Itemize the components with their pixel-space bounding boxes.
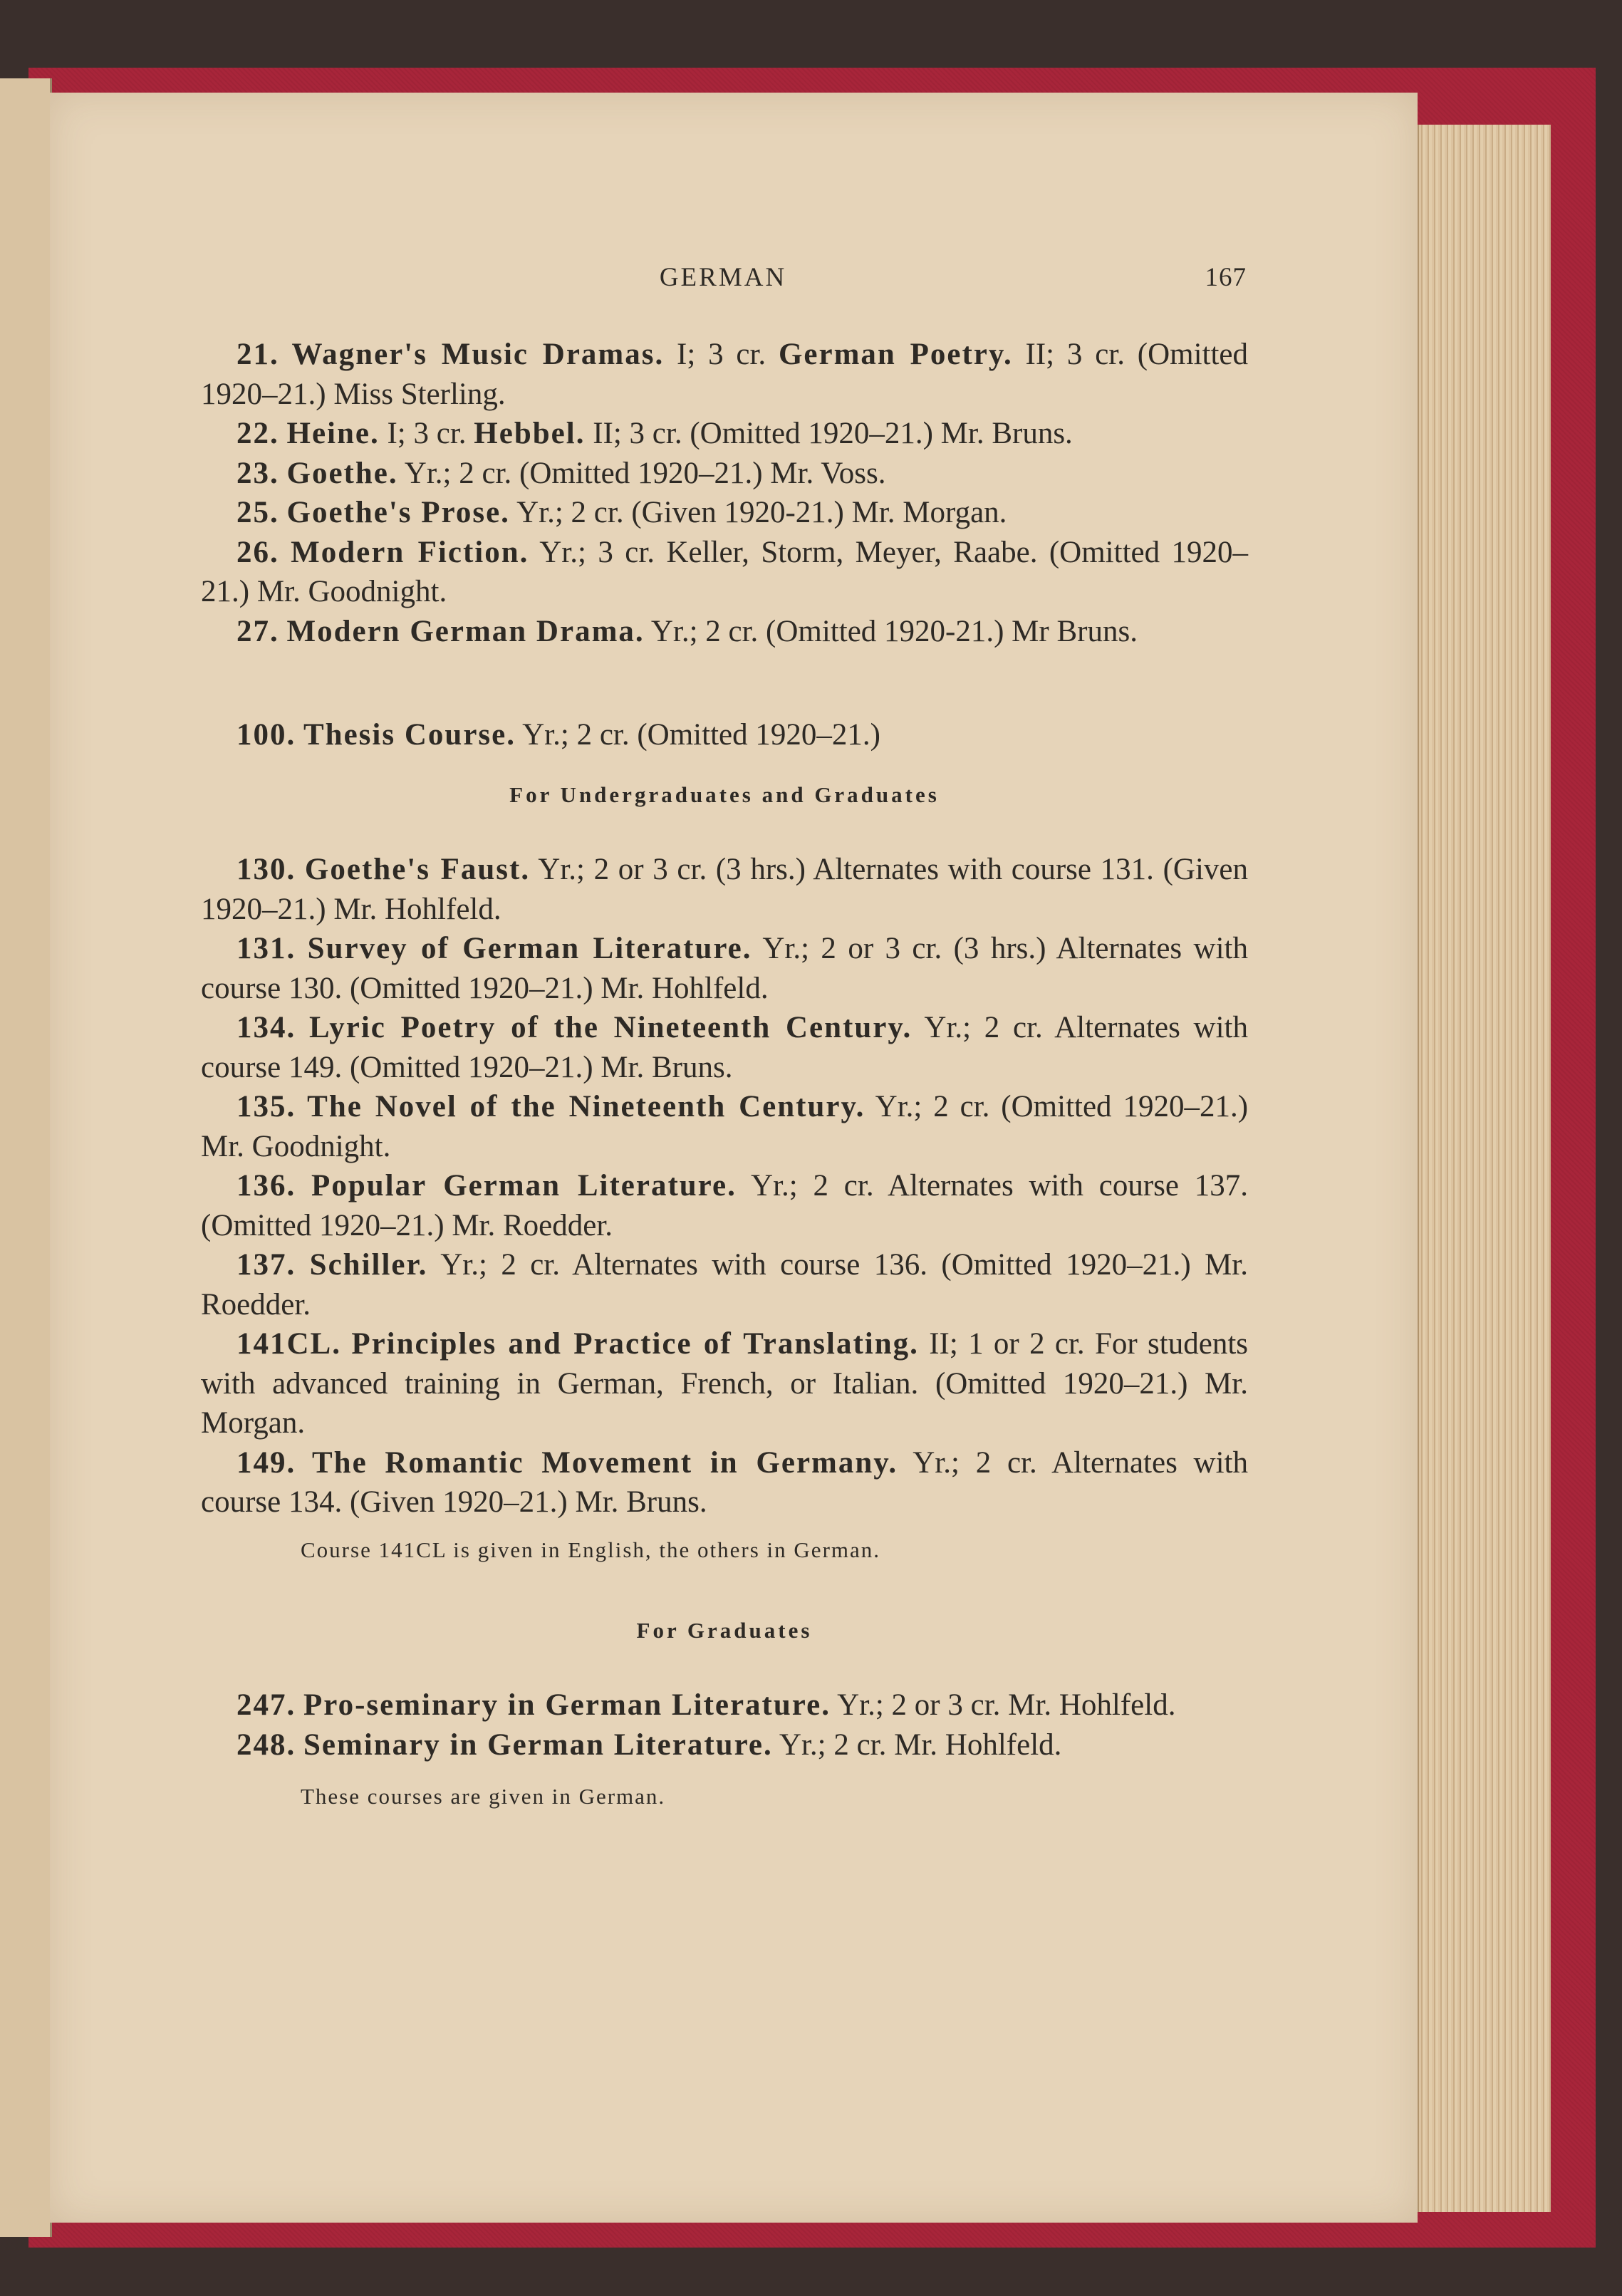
language-note: Course 141CL is given in English, the others in German. (301, 1537, 881, 1562)
course-entry: 247. Pro-seminary in German Literature. Yr.; 2 or 3 cr. Mr. Hohlfeld. (236, 1688, 1176, 1722)
course-entry: 130. Goethe's Faust. Yr.; 2 or 3 cr. (3 hrs.) Alternates with course 131. (Given 1920–21.) Mr. Hohlfeld. (201, 853, 1248, 926)
course-entry: 131. Survey of German Literature. Yr.; 2 or 3 cr. (3 hrs.) Alternates with course 130. (Omitted 1920–21.) Mr. Hohlfeld. (201, 932, 1249, 1005)
course-list-middle (201, 850, 1248, 1522)
course-entry: 25. Goethe's Prose. Yr.; 2 cr. (Given 1920-21.) Mr. Morgan. (236, 496, 1007, 529)
section-heading-grad: For Graduates (636, 1617, 813, 1643)
course-entry: 149. The Romantic Movement in Germany. Yr.; 2 cr. Alternates with course 134. (Given 1920–21.) Mr. Bruns. (201, 1445, 1248, 1519)
page-number: 167 (1205, 263, 1247, 292)
course-list-upper (201, 335, 1248, 651)
page-body (201, 335, 1248, 1814)
course-entry: 137. Schiller. Yr.; 2 cr. Alternates with course 136. (Omitted 1920–21.) Mr. Roedder. (201, 1248, 1248, 1321)
course-entry: 134. Lyric Poetry of the Nineteenth Century. Yr.; 2 cr. Alternates with course 149. (Omitted 1920–21.) Mr. Bruns. (201, 1011, 1249, 1084)
course-list-lower (201, 1685, 1248, 1765)
page-title: GERMAN (659, 263, 787, 292)
previous-page-edge (0, 78, 52, 2237)
course-entry: 26. Modern Fiction. Yr.; 3 cr. Keller, Storm, Meyer, Raabe. (Omitted 1920–21.) Mr. Goodnight. (201, 535, 1249, 608)
course-entry: 27. Modern German Drama. Yr.; 2 cr. (Omitted 1920-21.) Mr Bruns. (236, 614, 1138, 648)
course-entry: 22. Heine. I; 3 cr. Hebbel. II; 3 cr. (Omitted 1920–21.) Mr. Bruns. (236, 417, 1073, 450)
course-entry: 248. Seminary in German Literature. Yr.; 2 cr. Mr. Hohlfeld. (236, 1728, 1062, 1762)
course-entry: 135. The Novel of the Nineteenth Century. Yr.; 2 cr. (Omitted 1920–21.) Mr. Goodnight. (201, 1090, 1249, 1163)
course-entry: 136. Popular German Literature. Yr.; 2 cr. Alternates with course 137. (Omitted 1920–21.) Mr. Roedder. (201, 1169, 1249, 1242)
course-entry: 141CL. Principles and Practice of Translating. II; 1 or 2 cr. For students with advanced training in German, French, or Italian. (Omitted 1920–21.) Mr. Morgan. (201, 1327, 1249, 1440)
course-entry: 21. Wagner's Music Dramas. I; 3 cr. German Poetry. II; 3 cr. (Omitted 1920–21.) Miss Sterling. (201, 338, 1249, 411)
running-head (199, 262, 1247, 305)
thesis-entry: 100. Thesis Course. Yr.; 2 cr. (Omitted 1920–21.) (236, 718, 880, 752)
section-heading-undergrad: For Undergraduates and Graduates (509, 781, 940, 807)
course-entry: 23. Goethe. Yr.; 2 cr. (Omitted 1920–21.) Mr. Voss. (236, 456, 886, 490)
page-edges (1418, 125, 1551, 2212)
grad-language-note: These courses are given in German. (301, 1784, 666, 1809)
